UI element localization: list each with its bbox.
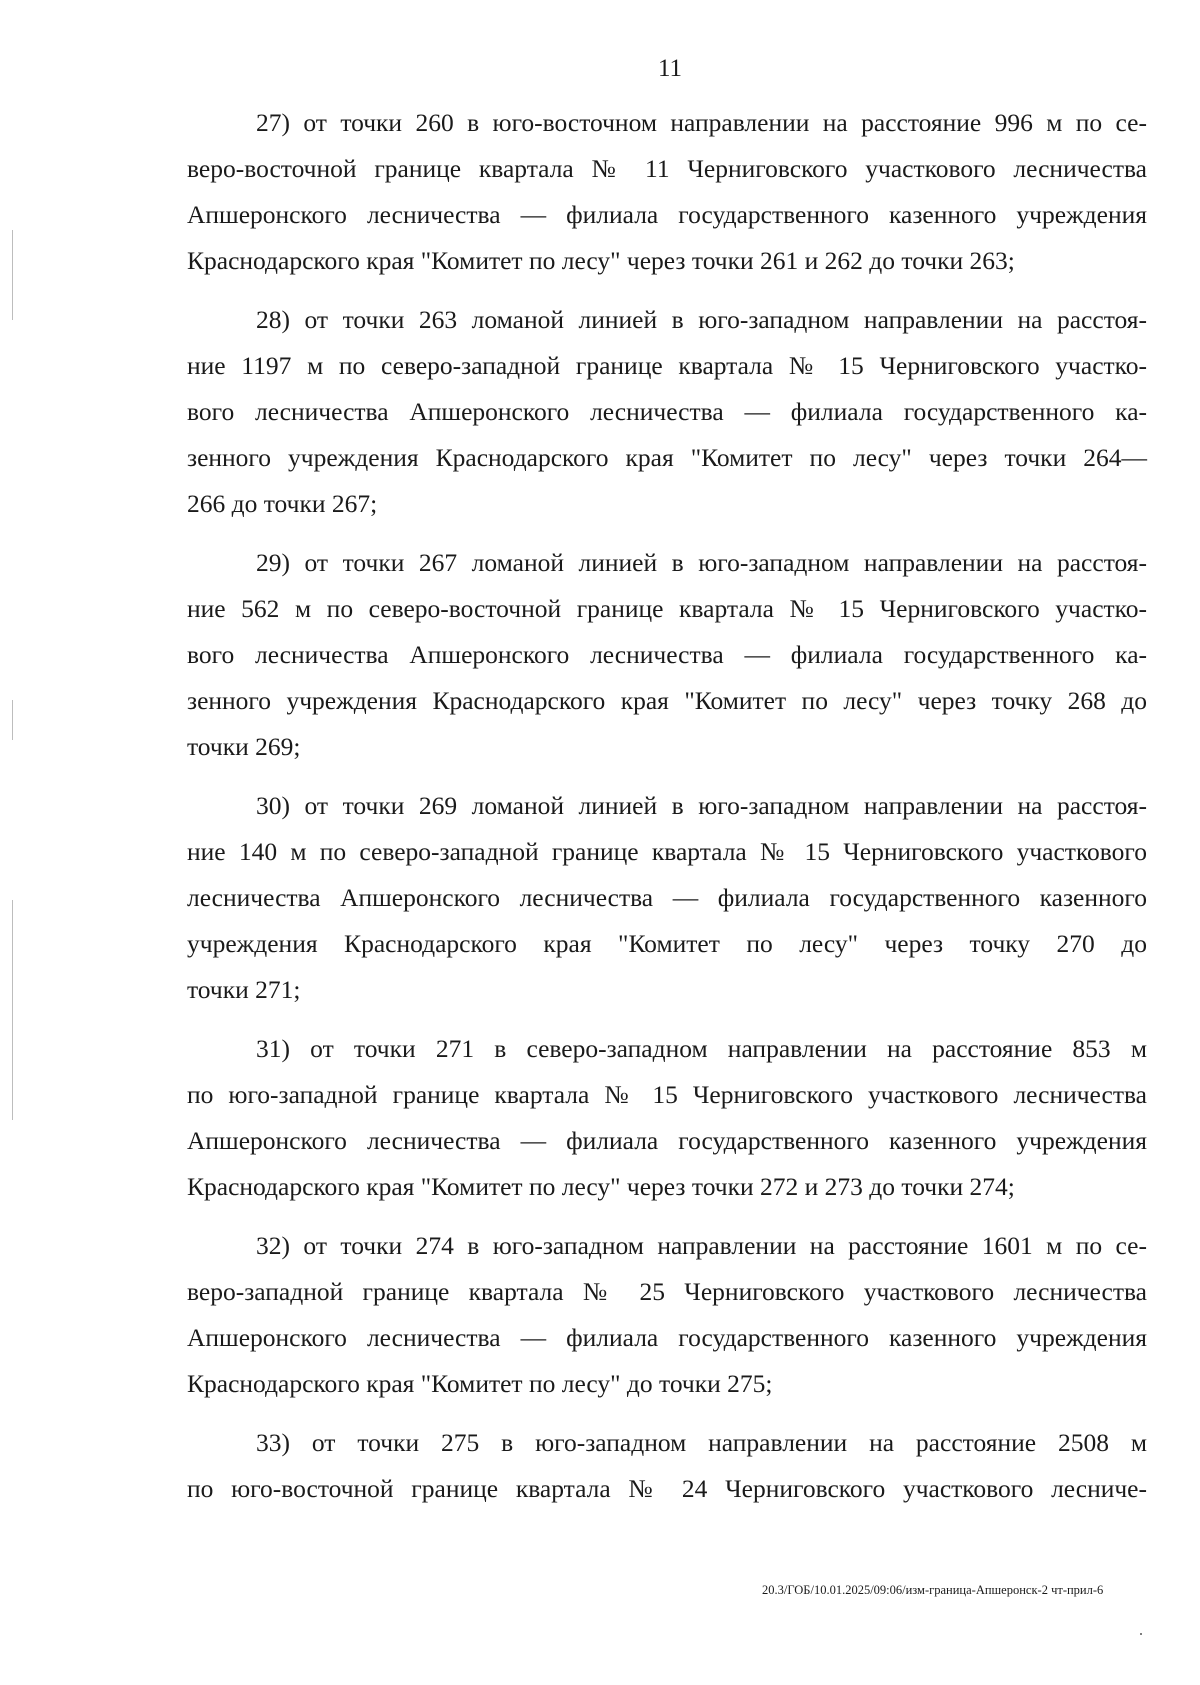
scan-speck xyxy=(1140,1633,1142,1635)
text-line: ние 1197 м по северо-западной границе квартала № 15 Черниговского участко- xyxy=(187,351,1147,380)
text-line: 33) от точки 275 в юго-западном направлении на расстояние 2508 м xyxy=(256,1428,1147,1457)
text-line: зенного учреждения Краснодарского края "Комитет по лесу" через точки 264— xyxy=(187,443,1147,472)
scan-margin-mark xyxy=(12,230,13,320)
scan-margin-mark xyxy=(12,700,13,740)
text-line: точки 271; xyxy=(187,975,301,1004)
text-line: веро-восточной границе квартала № 11 Черниговского участкового лесничества xyxy=(187,154,1147,183)
document-footer-code: 20.3/ГОБ/10.01.2025/09:06/изм-граница-Апшеронск-2 чт-прил-6 xyxy=(762,1583,1104,1597)
text-line: 32) от точки 274 в юго-западном направлении на расстояние 1601 м по се- xyxy=(256,1231,1147,1260)
text-line: Апшеронского лесничества — филиала государственного казенного учреждения xyxy=(187,1323,1147,1352)
text-line: точки 269; xyxy=(187,732,301,761)
text-line: зенного учреждения Краснодарского края "Комитет по лесу" через точку 268 до xyxy=(187,686,1147,715)
text-line: 29) от точки 267 ломаной линией в юго-западном направлении на расстоя- xyxy=(256,548,1147,577)
text-line: 266 до точки 267; xyxy=(187,489,378,518)
text-line: ние 140 м по северо-западной границе квартала № 15 Черниговского участкового xyxy=(187,837,1147,866)
text-line: Апшеронского лесничества — филиала государственного казенного учреждения xyxy=(187,1126,1147,1155)
text-line: по юго-западной границе квартала № 15 Черниговского участкового лесничества xyxy=(187,1080,1147,1109)
text-line: веро-западной границе квартала № 25 Черниговского участкового лесничества xyxy=(187,1277,1147,1306)
page-number: 11 xyxy=(657,55,683,82)
text-line: 28) от точки 263 ломаной линией в юго-западном направлении на расстоя- xyxy=(256,305,1147,334)
text-line: Краснодарского края "Комитет по лесу" через точки 272 и 273 до точки 274; xyxy=(187,1172,1015,1201)
text-line: по юго-восточной границе квартала № 24 Черниговского участкового лесниче- xyxy=(187,1474,1147,1503)
text-line: вого лесничества Апшеронского лесничества — филиала государственного ка- xyxy=(187,397,1147,426)
text-line: 31) от точки 271 в северо-западном направлении на расстояние 853 м xyxy=(256,1034,1147,1063)
text-line: вого лесничества Апшеронского лесничества — филиала государственного ка- xyxy=(187,640,1147,669)
scan-margin-mark xyxy=(12,900,13,1120)
text-line: учреждения Краснодарского края "Комитет по лесу" через точку 270 до xyxy=(187,929,1147,958)
text-line: Краснодарского края "Комитет по лесу" до точки 275; xyxy=(187,1369,773,1398)
text-line: лесничества Апшеронского лесничества — филиала государственного казенного xyxy=(187,883,1147,912)
text-line: 30) от точки 269 ломаной линией в юго-западном направлении на расстоя- xyxy=(256,791,1147,820)
text-line: Апшеронского лесничества — филиала государственного казенного учреждения xyxy=(187,200,1147,229)
text-line: 27) от точки 260 в юго-восточном направлении на расстояние 996 м по се- xyxy=(256,108,1147,137)
text-line: ние 562 м по северо-восточной границе квартала № 15 Черниговского участко- xyxy=(187,594,1147,623)
text-line: Краснодарского края "Комитет по лесу" через точки 261 и 262 до точки 263; xyxy=(187,246,1015,275)
